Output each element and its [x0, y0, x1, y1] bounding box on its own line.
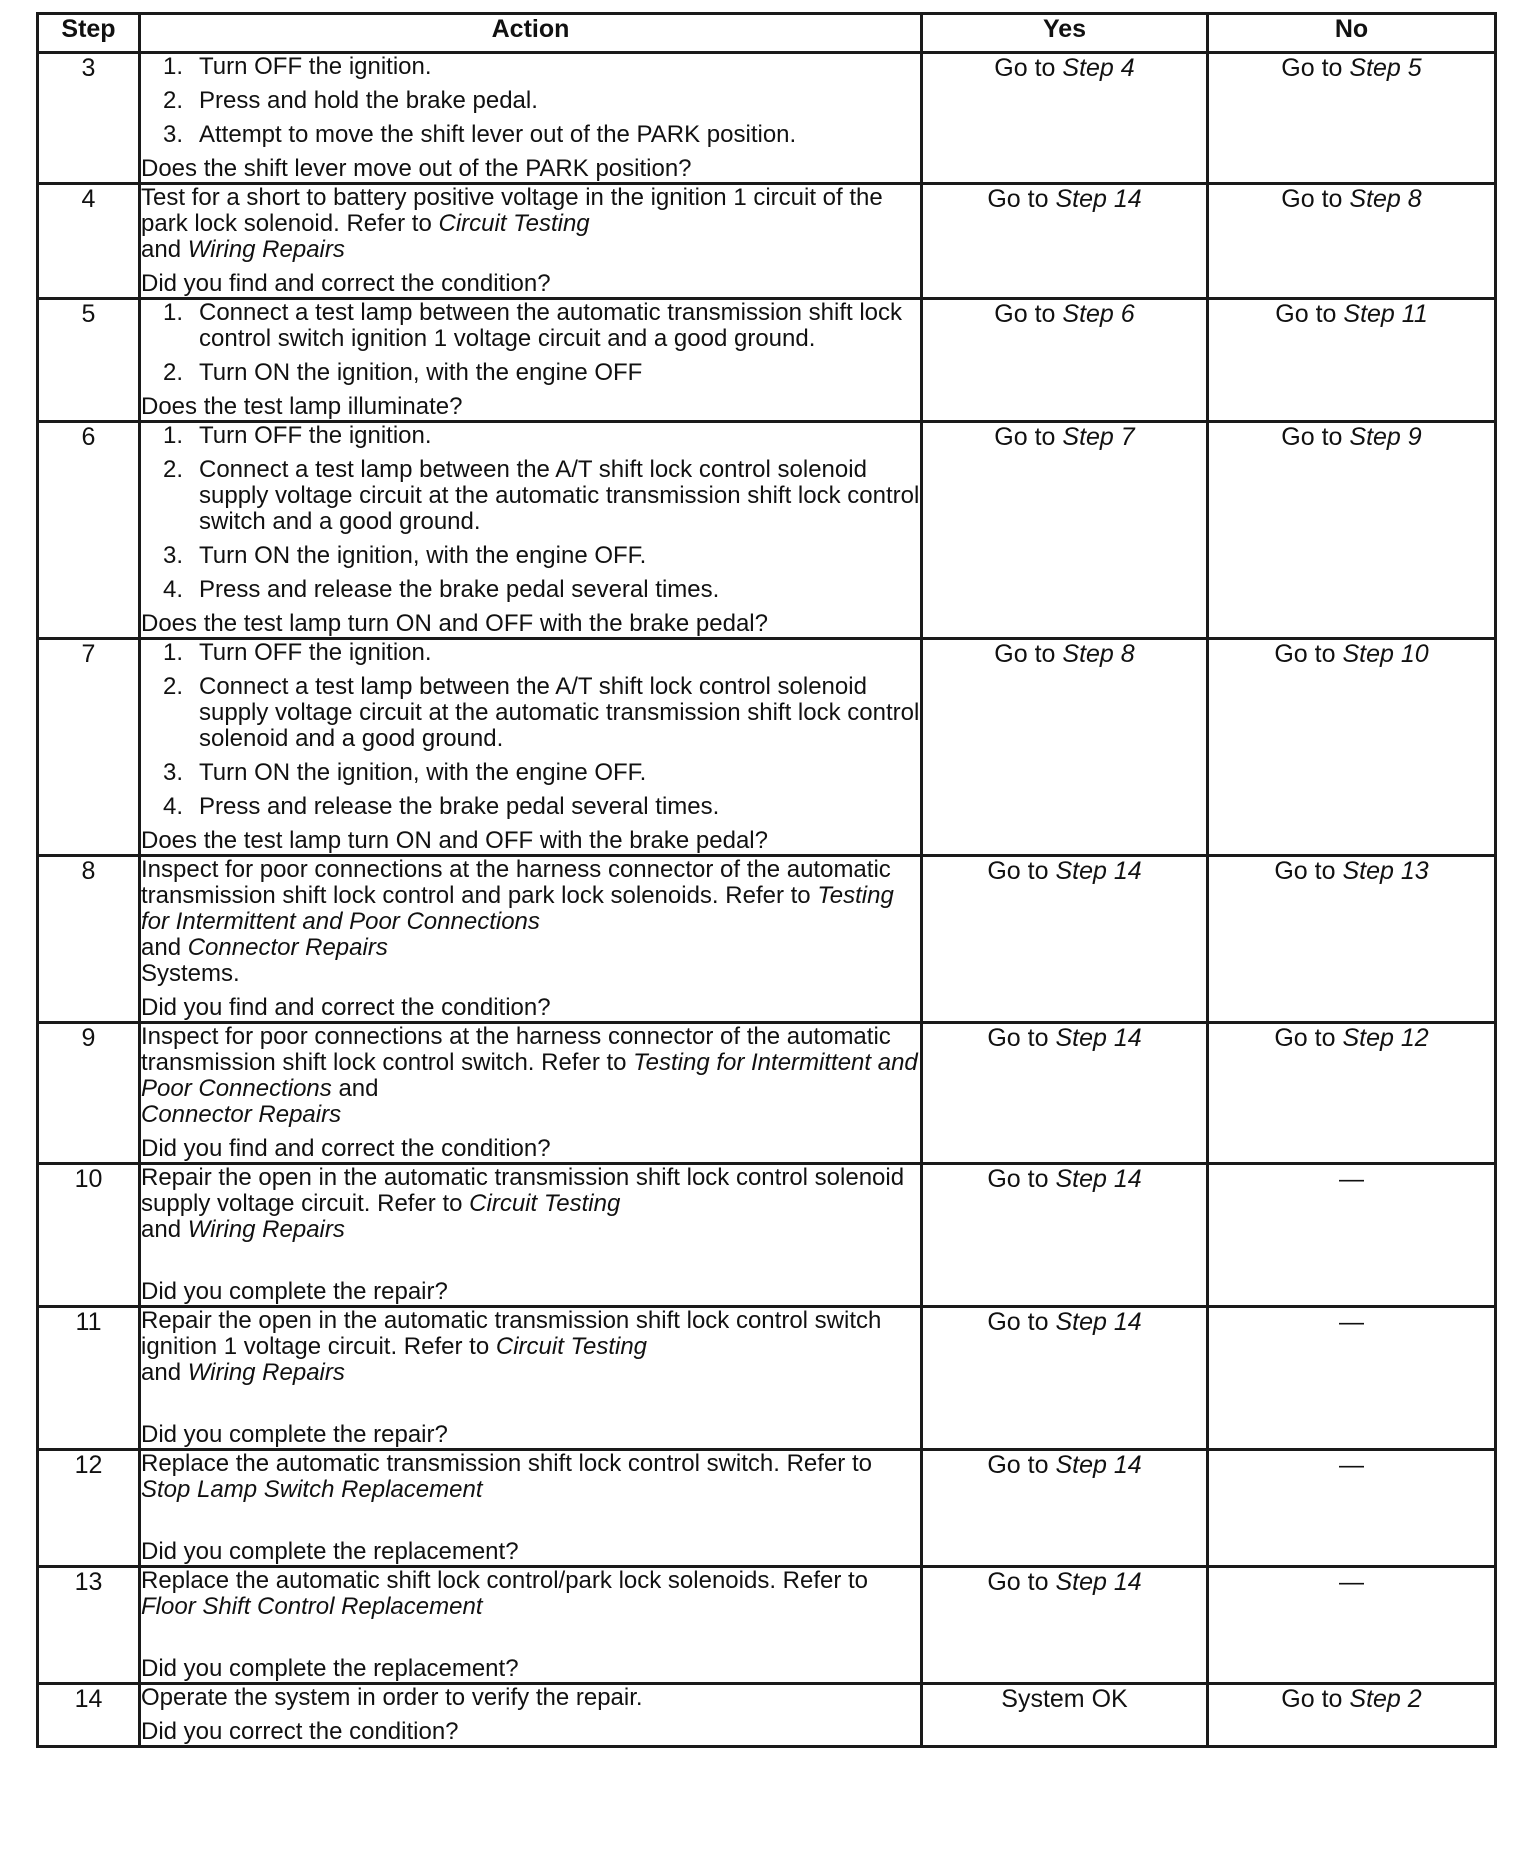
instruction: Operate the system in order to verify the repair. [141, 1684, 643, 1711]
no-result-dash: — [1208, 1567, 1496, 1684]
yes-result: Go to Step 14 [922, 184, 1208, 299]
question: Did you complete the repair? [141, 1421, 448, 1448]
table-row [38, 1567, 1496, 1684]
question: Did you complete the replacement? [141, 1538, 519, 1565]
step-number: 6 [38, 422, 140, 639]
no-result: Go to Step 13 [1208, 856, 1496, 1023]
list-item: 4. Press and release the brake pedal several times. [163, 793, 720, 820]
no-result-dash: — [1208, 1307, 1496, 1450]
list-item: 3. Turn ON the ignition, with the engine OFF. [163, 759, 647, 786]
table-row [38, 856, 1496, 1023]
action-cell [140, 1164, 922, 1307]
table-row [38, 1023, 1496, 1164]
list-item: 2. Connect a test lamp between the A/T shift lock control solenoid supply voltage circuit at the automatic transmission shift lock control switch and a good ground. [163, 456, 920, 535]
question: Does the test lamp illuminate? [141, 393, 463, 420]
step-number: 14 [38, 1684, 140, 1747]
yes-result: Go to Step 8 [922, 639, 1208, 856]
question: Did you complete the replacement? [141, 1655, 519, 1682]
header-yes: Yes [922, 14, 1208, 53]
instruction: Inspect for poor connections at the harness connector of the automatic transmission shift lock control and park lock solenoids. Refer to Testing for Intermittent and Poor Connections and Connector Repairs Systems. [141, 856, 894, 987]
header-no: No [1208, 14, 1496, 53]
table-row [38, 639, 1496, 856]
step-number: 9 [38, 1023, 140, 1164]
list-item: 2. Turn ON the ignition, with the engine OFF [163, 359, 643, 386]
question: Does the test lamp turn ON and OFF with the brake pedal? [141, 610, 768, 637]
yes-result: Go to Step 14 [922, 1567, 1208, 1684]
yes-result: Go to Step 14 [922, 1307, 1208, 1450]
diagnostic-table [36, 12, 1497, 1748]
question: Did you find and correct the condition? [141, 994, 551, 1021]
step-number: 13 [38, 1567, 140, 1684]
step-number: 3 [38, 53, 140, 184]
action-cell [140, 856, 922, 1023]
action-cell [140, 184, 922, 299]
question: Did you complete the repair? [141, 1278, 448, 1305]
no-result: Go to Step 8 [1208, 184, 1496, 299]
list-item: 1. Turn OFF the ignition. [163, 422, 432, 449]
yes-result: Go to Step 4 [922, 53, 1208, 184]
action-cell [140, 1450, 922, 1567]
instruction: Repair the open in the automatic transmission shift lock control solenoid supply voltage circuit. Refer to Circuit Testing and Wiring Repairs [141, 1164, 905, 1243]
table-row [38, 1450, 1496, 1567]
no-result: Go to Step 12 [1208, 1023, 1496, 1164]
list-item: 1. Turn OFF the ignition. [163, 53, 432, 80]
question: Does the shift lever move out of the PARK position? [141, 155, 692, 182]
action-cell [140, 1567, 922, 1684]
instruction: Inspect for poor connections at the harness connector of the automatic transmission shift lock control switch. Refer to Testing for Intermittent and Poor Connections and Connector Repairs [141, 1023, 918, 1128]
list-item: 3. Turn ON the ignition, with the engine OFF. [163, 542, 647, 569]
step-number: 11 [38, 1307, 140, 1450]
action-cell [140, 1307, 922, 1450]
action-cell [140, 1684, 922, 1747]
step-number: 10 [38, 1164, 140, 1307]
action-cell [140, 53, 922, 184]
header-row [38, 14, 1496, 53]
no-result-dash: — [1208, 1450, 1496, 1567]
table-row [38, 53, 1496, 184]
table-row [38, 184, 1496, 299]
step-number: 5 [38, 299, 140, 422]
instruction: Replace the automatic shift lock control/park lock solenoids. Refer to Floor Shift Control Replacement [141, 1567, 869, 1620]
table-row [38, 1164, 1496, 1307]
yes-result: Go to Step 14 [922, 1023, 1208, 1164]
action-cell [140, 422, 922, 639]
no-result-dash: — [1208, 1164, 1496, 1307]
question: Does the test lamp turn ON and OFF with the brake pedal? [141, 827, 768, 854]
yes-result: Go to Step 14 [922, 1450, 1208, 1567]
yes-result: Go to Step 6 [922, 299, 1208, 422]
action-cell [140, 299, 922, 422]
no-result: Go to Step 2 [1208, 1684, 1496, 1747]
no-result: Go to Step 11 [1208, 299, 1496, 422]
no-result: Go to Step 10 [1208, 639, 1496, 856]
question: Did you correct the condition? [141, 1718, 459, 1745]
table-row [38, 1684, 1496, 1747]
yes-result: Go to Step 14 [922, 856, 1208, 1023]
no-result: Go to Step 5 [1208, 53, 1496, 184]
instruction: Test for a short to battery positive voltage in the ignition 1 circuit of the park lock solenoid. Refer to Circuit Testing and Wiring Repairs [141, 184, 883, 263]
list-item: 1. Connect a test lamp between the automatic transmission shift lock control switch ignition 1 voltage circuit and a good ground. [163, 299, 903, 352]
yes-result: System OK [922, 1684, 1208, 1747]
table-row [38, 1307, 1496, 1450]
list-item: 2. Press and hold the brake pedal. [163, 87, 538, 114]
table-row [38, 299, 1496, 422]
header-action: Action [140, 14, 922, 53]
action-cell [140, 1023, 922, 1164]
no-result: Go to Step 9 [1208, 422, 1496, 639]
list-item: 3. Attempt to move the shift lever out of the PARK position. [163, 121, 797, 148]
action-cell [140, 639, 922, 856]
list-item: 2. Connect a test lamp between the A/T shift lock control solenoid supply voltage circuit at the automatic transmission shift lock control solenoid and a good ground. [163, 673, 920, 752]
yes-result: Go to Step 14 [922, 1164, 1208, 1307]
question: Did you find and correct the condition? [141, 1135, 551, 1162]
yes-result: Go to Step 7 [922, 422, 1208, 639]
instruction: Repair the open in the automatic transmission shift lock control switch ignition 1 voltage circuit. Refer to Circuit Testing and Wiring Repairs [141, 1307, 882, 1386]
instruction: Replace the automatic transmission shift lock control switch. Refer to Stop Lamp Switch Replacement [141, 1450, 872, 1503]
list-item: 1. Turn OFF the ignition. [163, 639, 432, 666]
step-number: 4 [38, 184, 140, 299]
step-number: 12 [38, 1450, 140, 1567]
step-number: 8 [38, 856, 140, 1023]
step-number: 7 [38, 639, 140, 856]
header-step: Step [38, 14, 140, 53]
list-item: 4. Press and release the brake pedal several times. [163, 576, 720, 603]
table-row [38, 422, 1496, 639]
question: Did you find and correct the condition? [141, 270, 551, 297]
